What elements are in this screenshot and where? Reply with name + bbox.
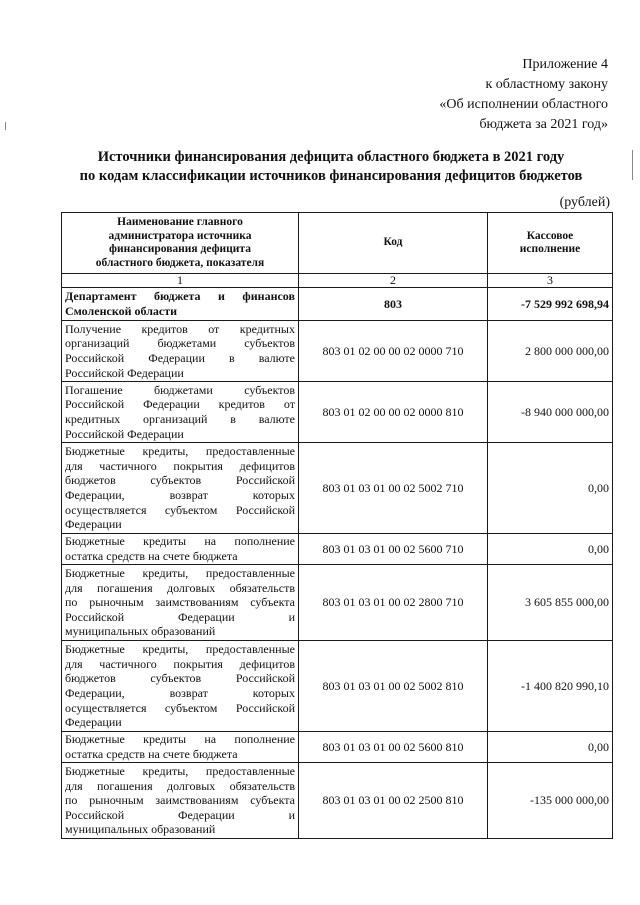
table-row [62,763,613,839]
row-code: 803 01 02 00 00 02 0000 710 [299,321,488,382]
header-amount-line: Кассовое [526,229,574,242]
row-amount: -7 529 992 698,94 [488,288,613,321]
row-name [62,565,299,641]
document-title [0,148,640,186]
row-name [62,382,299,443]
row-name [62,641,299,732]
appendix-note [439,55,608,135]
row-name-line: Бюджетные кредиты на пополнение [65,732,295,747]
row-code: 803 01 03 01 00 02 2500 810 [299,763,488,839]
header-amount [488,213,613,274]
table-row [62,534,613,565]
appendix-line: бюджета за 2021 год» [479,117,608,132]
header-name-line: областного бюджета, показателя [95,256,265,269]
header-name-line: Наименование главного [117,216,243,228]
row-name-line: остатка средств на счете бюджета [65,549,238,563]
row-name-line: по рыночным заимствованиям субъекта [65,793,295,808]
row-name [62,732,299,763]
row-name-line: Смоленской области [65,304,178,318]
row-name-line: Погашение бюджетами субъектов [65,382,295,397]
table-row [62,565,613,641]
row-name-line: по рыночным заимствованиям субъекта [65,595,295,610]
row-name-line: муниципальных образований [65,822,216,837]
row-code: 803 01 02 00 00 02 0000 810 [299,382,488,443]
row-name-line: Федерации, возврат которых [65,686,295,700]
table-header-row [62,213,613,274]
row-name-line: Получение кредитов от кредитных [65,321,295,336]
row-name-line: осуществляется субъектом Российской [65,700,295,715]
scan-mark-left [5,122,6,130]
row-amount: 3 605 855 000,00 [488,565,613,641]
table-row [62,382,613,443]
row-name-line: Федерации [65,517,122,532]
table-row [62,443,613,534]
row-name-line: осуществляется субъектом Российской [65,502,295,517]
row-name-line: Бюджетные кредиты, предоставленные [65,566,295,581]
row-name-line: Российской Федерации и [65,807,295,822]
row-name-line: Федерации [65,715,122,730]
row-name-line: остатка средств на счете бюджета [65,747,238,761]
row-name-line: Бюджетные кредиты на пополнение [65,534,295,549]
row-code: 803 01 03 01 00 02 2800 710 [299,565,488,641]
row-name-line: кредитных организаций в валюте [65,412,295,426]
table-row [62,321,613,382]
row-name-line: для частичного покрытия дефицитов [65,458,295,473]
header-code: Код [299,213,488,274]
title-line-2: по кодам классификации источников финансирования дефицитов бюджетов [79,168,583,184]
row-amount: -135 000 000,00 [488,763,613,839]
appendix-line: «Об исполнении областного [439,97,608,112]
row-name-line: муниципальных образований [65,624,216,639]
row-name [62,443,299,534]
header-name-line: администратора источника [108,229,252,242]
row-name-line: Российской Федерации [65,426,184,441]
appendix-line: Приложение 4 [522,57,608,72]
column-number-row [62,274,613,288]
row-code: 803 01 03 01 00 02 5002 810 [299,641,488,732]
row-name-line: для частичного покрытия дефицитов [65,656,295,671]
row-name-line: бюджетов субъектов Российской [65,473,295,488]
row-name [62,534,299,565]
title-line-1: Источники финансирования дефицита областного бюджета в 2021 году [97,149,565,165]
column-number: 3 [488,274,613,288]
table-row [62,288,613,321]
appendix-line: к областному закону [485,77,608,92]
row-amount: -1 400 820 990,10 [488,641,613,732]
row-name [62,288,299,321]
table-row [62,641,613,732]
row-code: 803 01 03 01 00 02 5002 710 [299,443,488,534]
financing-sources-table [61,212,613,839]
row-name-line: для погашения долговых обязательств [65,580,295,595]
row-amount: 2 800 000 000,00 [488,321,613,382]
column-number: 2 [299,274,488,288]
row-name-line: Бюджетные кредиты, предоставленные [65,764,295,779]
row-name-line: Российской Федерации кредитов от [65,397,295,412]
row-name-line: организаций бюджетами субъектов [65,336,295,351]
row-name-line: бюджетов субъектов Российской [65,671,295,686]
row-name-line: Бюджетные кредиты, предоставленные [65,642,295,657]
row-name-line: Бюджетные кредиты, предоставленные [65,444,295,459]
row-code: 803 01 03 01 00 02 5600 710 [299,534,488,565]
row-name-line: Российской Федерации в валюте [65,351,295,365]
row-amount: 0,00 [488,534,613,565]
unit-label: (рублей) [559,195,610,210]
column-number: 1 [62,274,299,288]
row-amount: -8 940 000 000,00 [488,382,613,443]
row-code: 803 01 03 01 00 02 5600 810 [299,732,488,763]
row-name-line: Российской Федерации и [65,609,295,624]
row-code: 803 [299,288,488,321]
table-row [62,732,613,763]
row-name [62,763,299,839]
row-name [62,321,299,382]
header-name-line: финансирования дефицита [109,243,251,255]
header-name [62,213,299,274]
row-amount: 0,00 [488,443,613,534]
row-name-line: Департамент бюджета и финансов [65,289,295,304]
row-name-line: Российской Федерации [65,365,184,380]
row-amount: 0,00 [488,732,613,763]
row-name-line: для погашения долговых обязательств [65,778,295,793]
header-amount-line: исполнение [519,243,581,255]
row-name-line: Федерации, возврат которых [65,488,295,502]
